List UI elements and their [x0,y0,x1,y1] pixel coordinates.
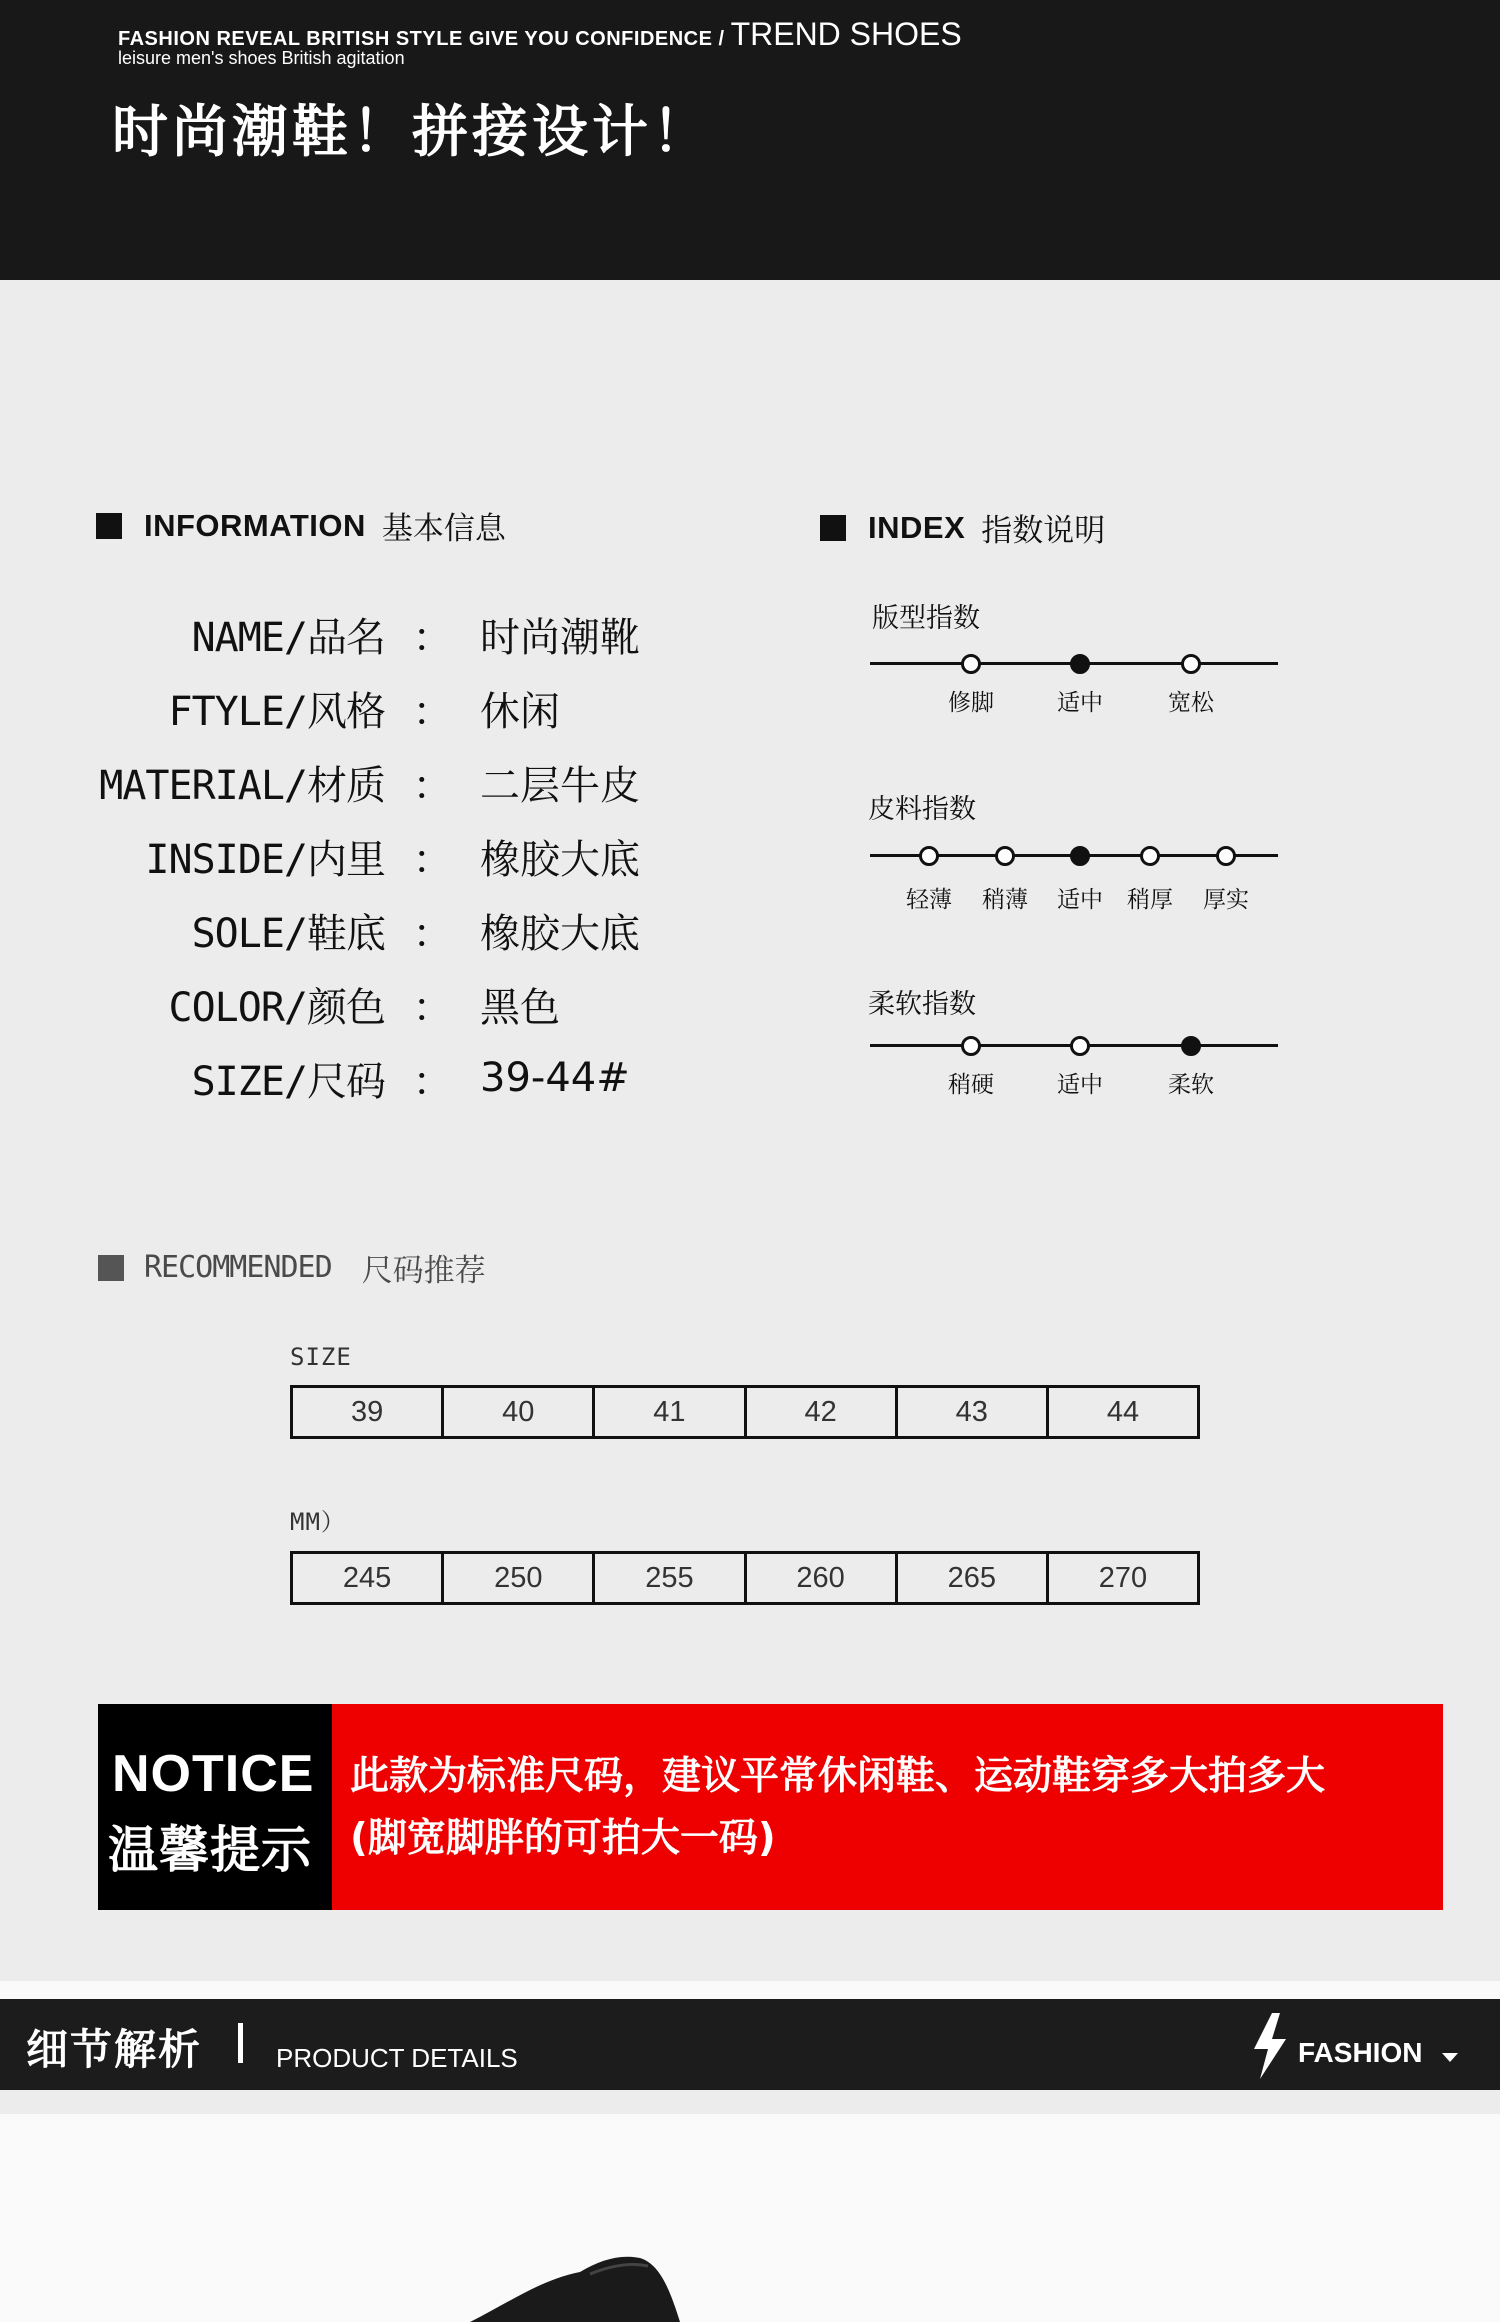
notice-text [350,1746,1325,1870]
recommended-heading [98,1245,486,1290]
info-colon: ： [412,910,453,957]
mm-cell: 265 [898,1554,1049,1602]
square-bullet-icon [820,515,846,541]
index-dot-selected [1070,654,1090,674]
details-title-cn: 细节解析 [26,2025,203,2074]
info-colon: ： [412,984,453,1031]
info-row [60,606,640,662]
square-bullet-icon [98,1255,124,1281]
info-label: SIZE/尺码 [191,1058,385,1105]
index-dot [1216,846,1236,866]
index-dot-selected [1181,1036,1201,1056]
mm-cell: 260 [747,1554,898,1602]
mm-cell: 270 [1098,1561,1148,1594]
info-value: 二层牛皮 [480,762,640,809]
index-option-label: 适中 [1057,690,1103,716]
size-cell: 42 [747,1388,898,1436]
info-label: MATERIAL/材质 [99,762,385,809]
mm-cell: 255 [595,1554,746,1602]
top-banner [0,0,1500,280]
mm-cell: 245 [293,1554,444,1602]
info-value: 橡胶大底 [480,910,640,957]
square-bullet-icon [96,513,122,539]
index-option-label: 柔软 [1168,1072,1214,1098]
info-value: 39-44# [480,1055,630,1101]
notice-line-1: 此款为标准尺码，建议平常休闲鞋、运动鞋穿多大拍多大 [350,1754,1326,1799]
index-dot [961,654,981,674]
info-value: 橡胶大底 [480,836,640,883]
size-cell: 40 [444,1388,595,1436]
index-scale-title: 柔软指数 [868,989,976,1020]
index-option-label: 轻薄 [906,887,952,913]
index-dot [1070,1036,1090,1056]
index-dot [995,846,1015,866]
info-colon: ： [412,762,453,809]
size-cell: 44 [1106,1395,1140,1428]
index-dot [1140,846,1160,866]
notice-banner [98,1704,1443,1910]
size-cell: 43 [898,1388,1049,1436]
shoe-image [470,2250,710,2322]
recommended-heading-en: RECOMMENDED [144,1250,332,1285]
index-dot [919,846,939,866]
index-scale-title: 版型指数 [872,603,980,634]
banner-subline: leisure men's shoes British agitation [118,48,405,68]
details-separator [238,2023,243,2063]
mm-cell: 250 [444,1554,595,1602]
size-cell: 39 [293,1388,444,1436]
banner-tagline-small: FASHION REVEAL BRITISH STYLE GIVE YOU CONFIDENCE / [118,28,725,50]
info-colon: ： [412,614,453,661]
info-label: SOLE/鞋底 [191,910,385,957]
info-colon: ： [412,688,453,735]
info-value: 黑色 [480,984,560,1031]
mm-row-label: MM） [290,1508,346,1536]
index-option-label: 宽松 [1168,690,1214,716]
index-heading [820,505,1105,550]
index-option-label: 稍厚 [1127,887,1173,913]
info-row [60,828,640,884]
divider-strip [0,1981,1500,1999]
index-option-label: 适中 [1057,1072,1103,1098]
info-value: 休闲 [480,688,560,735]
info-row [60,902,640,958]
product-details-bar [0,1999,1500,2090]
info-row [60,976,560,1032]
lightning-bolt-icon [1250,2013,1290,2079]
index-option-label: 厚实 [1203,887,1249,913]
info-colon: ： [412,1058,453,1105]
notice-en: NOTICE [112,1745,315,1803]
information-heading-en: INFORMATION [144,507,366,543]
index-heading-cn: 指数说明 [981,513,1106,549]
notice-cn: 温馨提示 [108,1821,312,1879]
information-heading [96,503,506,548]
product-image-area [0,2114,1500,2322]
info-row [60,754,640,810]
caret-down-icon [1442,2053,1458,2062]
index-option-label: 稍薄 [982,887,1028,913]
index-scale-title: 皮料指数 [868,794,976,825]
index-dot-selected [1070,846,1090,866]
notice-line-2: (脚宽脚胖的可拍大一码) [350,1816,776,1861]
size-table-row [290,1385,1200,1439]
mm-table-row [290,1551,1200,1605]
details-title-en: PRODUCT DETAILS [276,2043,518,2073]
notice-label-block [98,1704,332,1910]
info-value: 时尚潮靴 [480,614,640,661]
index-option-label: 稍硬 [948,1072,994,1098]
index-dot [961,1036,981,1056]
index-option-label: 修脚 [948,690,994,716]
index-option-label: 适中 [1057,887,1103,913]
size-cell: 41 [595,1388,746,1436]
information-heading-cn: 基本信息 [381,511,506,547]
recommended-heading-cn: 尺码推荐 [361,1253,486,1289]
info-label: FTYLE/风格 [168,688,385,735]
info-row [60,680,560,736]
info-label: COLOR/颜色 [168,984,385,1031]
fashion-label: FASHION [1298,2037,1423,2068]
size-row-label: SIZE [290,1343,352,1371]
banner-title: 时尚潮鞋！拼接设计！ [112,100,712,165]
info-label: INSIDE/内里 [145,836,385,883]
info-label: NAME/品名 [191,614,385,661]
banner-tagline-big: TREND SHOES [730,16,962,52]
index-heading-en: INDEX [868,509,966,545]
index-dot [1181,654,1201,674]
info-row [60,1050,630,1106]
info-colon: ： [412,836,453,883]
